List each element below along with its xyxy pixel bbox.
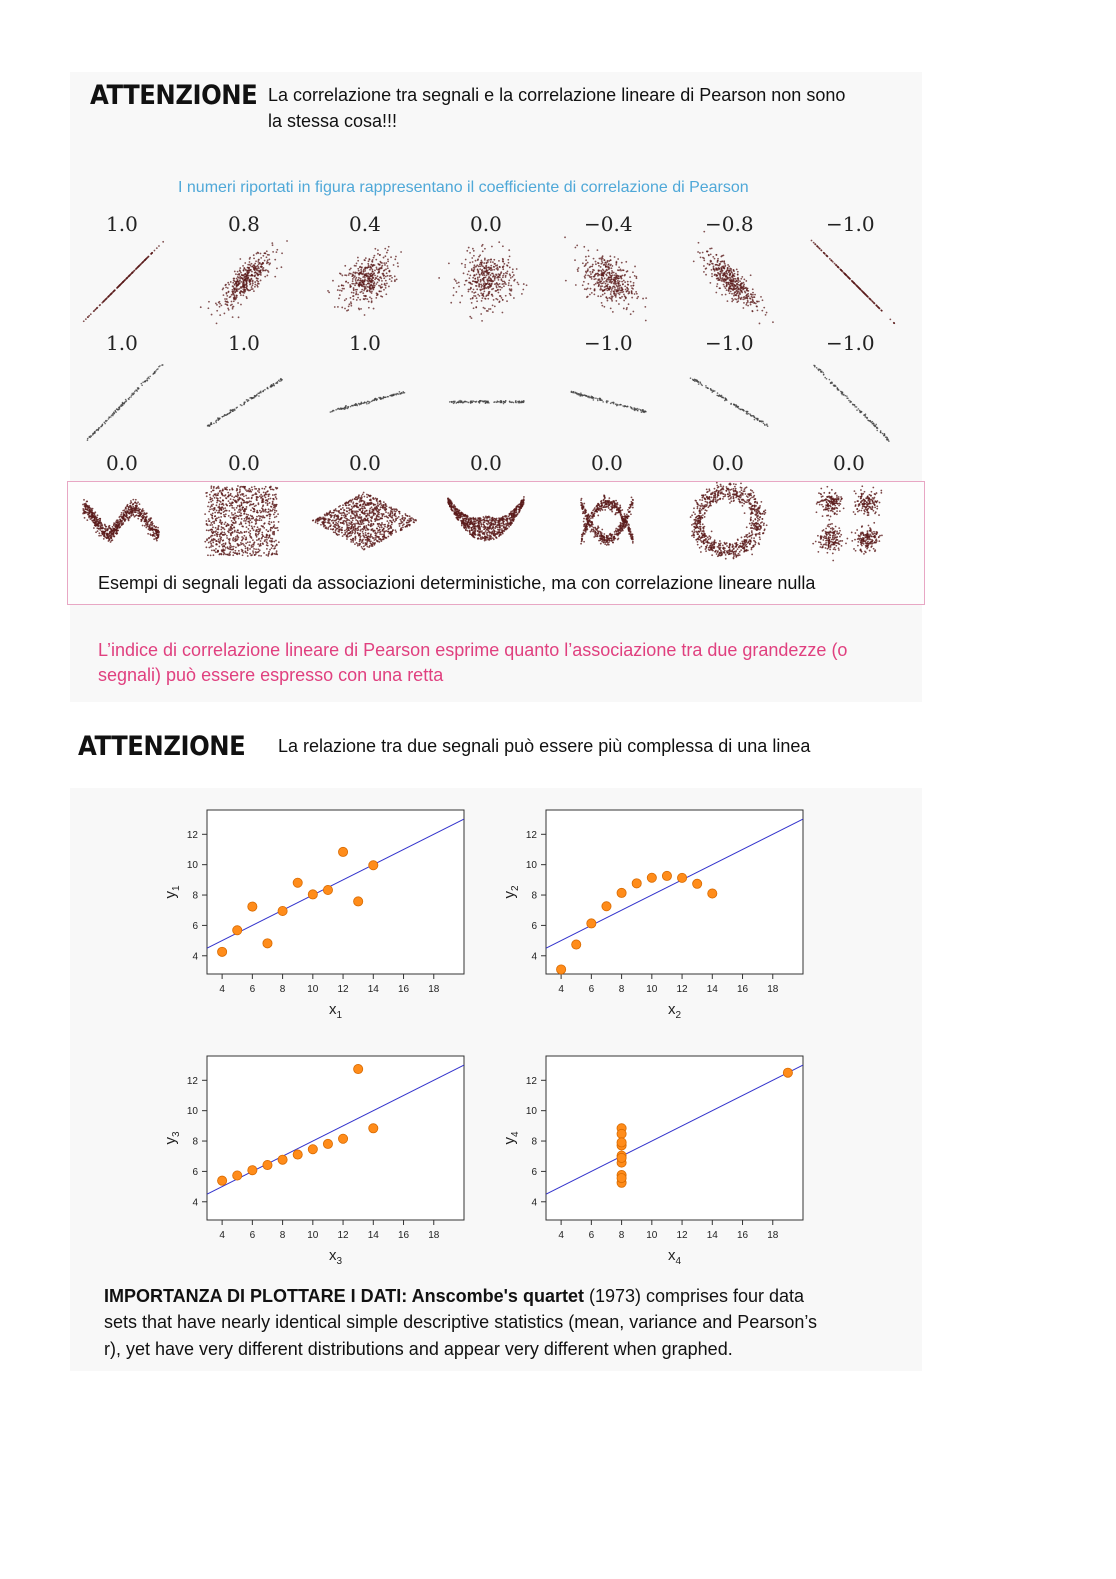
section1-intro-line1: La correlazione tra segnali e la correlazione lineare di Pearson non sono (268, 85, 846, 105)
y-tick-label: 12 (186, 829, 198, 841)
y-tick-label: 4 (531, 1197, 537, 1209)
section2-heading: ATTENZIONE (78, 731, 246, 762)
data-point (783, 1068, 792, 1077)
data-point (263, 1160, 272, 1169)
y-tick-label: 6 (192, 920, 198, 932)
plot-frame (207, 1056, 464, 1220)
x-tick-label: 10 (646, 984, 658, 995)
row2-value: −1.0 (826, 331, 875, 355)
row1-value: 1.0 (106, 212, 138, 236)
box-caption: Esempi di segnali legati da associazioni deterministiche, ma con correlazione lineare nulla (98, 573, 816, 593)
x-axis-label: $x_3$ (328, 1247, 343, 1267)
data-point (278, 1155, 287, 1164)
x-tick-label: 14 (706, 1230, 718, 1241)
x-tick-label: 10 (646, 1230, 658, 1241)
y-tick-label: 4 (192, 1197, 198, 1209)
data-point (662, 871, 671, 880)
y-tick-label: 6 (531, 920, 537, 932)
x-tick-label: 10 (307, 984, 319, 995)
x-tick-label: 18 (428, 1230, 440, 1241)
closing-bold: IMPORTANZA DI PLOTTARE I DATI: Anscombe's quartet (104, 1286, 584, 1306)
data-point (369, 1124, 378, 1133)
x-axis-label: $x_1$ (328, 1001, 343, 1021)
x-tick-label: 8 (618, 984, 625, 995)
figure-caption: I numeri riportati in figura rappresentano il coefficiente di correlazione di Pearson (178, 179, 749, 196)
y-axis-label: $y_2$ (501, 885, 521, 899)
data-point (693, 879, 702, 888)
row3-value: 0.0 (228, 451, 260, 475)
x-tick-label: 16 (736, 1230, 749, 1241)
section2-intro: La relazione tra due segnali può essere più complessa di una linea (278, 736, 811, 756)
y-tick-label: 10 (525, 1106, 537, 1118)
data-point (248, 902, 257, 911)
x-tick-label: 14 (706, 984, 718, 995)
anscombe-plot-2 (501, 810, 803, 1021)
plot-frame (207, 810, 464, 974)
data-point (647, 873, 656, 882)
x-tick-label: 12 (337, 984, 349, 995)
y-tick-label: 10 (186, 860, 198, 872)
data-point (602, 902, 611, 911)
row1-value: 0.0 (470, 212, 502, 236)
data-point (354, 897, 363, 906)
closing-line3: r), yet have very different distributions and appear very different when graphed. (104, 1339, 733, 1359)
row1-value: 0.8 (228, 212, 260, 236)
data-point (218, 947, 227, 956)
x-tick-label: 14 (367, 984, 379, 995)
x-tick-label: 8 (279, 1230, 286, 1241)
data-point (354, 1064, 363, 1073)
x-tick-label: 12 (676, 1230, 688, 1241)
data-point (708, 889, 717, 898)
y-tick-label: 12 (525, 1075, 537, 1087)
section1-intro-line2: la stessa cosa!!! (268, 111, 398, 131)
x-tick-label: 6 (249, 1230, 256, 1241)
y-tick-label: 10 (525, 860, 537, 872)
data-point (338, 847, 347, 856)
y-tick-label: 6 (192, 1166, 198, 1178)
data-point (338, 1134, 347, 1143)
x-tick-label: 4 (219, 984, 225, 995)
row2-value: 1.0 (106, 331, 138, 355)
data-point (323, 885, 332, 894)
row1-value: −0.4 (584, 212, 633, 236)
pearson-note-line2: segnali) può essere espresso con una retta (98, 665, 444, 685)
x-axis-label: $x_2$ (667, 1001, 682, 1021)
data-point (293, 878, 302, 887)
x-tick-label: 6 (588, 1230, 595, 1241)
plot-frame (546, 1056, 803, 1220)
y-tick-label: 8 (192, 1136, 198, 1148)
x-tick-label: 4 (558, 1230, 564, 1241)
x-tick-label: 18 (767, 1230, 779, 1241)
data-point (308, 1145, 317, 1154)
data-point (263, 939, 272, 948)
row3-value: 0.0 (106, 451, 138, 475)
x-tick-label: 6 (588, 984, 595, 995)
data-point (308, 890, 317, 899)
data-point (233, 926, 242, 935)
data-point (617, 1173, 626, 1182)
x-tick-label: 8 (279, 984, 286, 995)
y-axis-label: $y_1$ (162, 885, 182, 899)
closing-line1 (104, 1283, 804, 1309)
x-axis-label: $x_4$ (667, 1247, 682, 1267)
data-point (278, 906, 287, 915)
row1-value: 0.4 (349, 212, 381, 236)
data-point (248, 1166, 257, 1175)
closing-line2: sets that have nearly identical simple descriptive statistics (mean, variance and Pearson’s (104, 1312, 818, 1332)
data-point (293, 1150, 302, 1159)
row3-value: 0.0 (349, 451, 381, 475)
data-point (323, 1139, 332, 1148)
x-tick-label: 16 (397, 984, 410, 995)
row1-value: −1.0 (826, 212, 875, 236)
x-tick-label: 12 (676, 984, 688, 995)
row2-value: −1.0 (584, 331, 633, 355)
x-tick-label: 12 (337, 1230, 349, 1241)
y-axis-label: $y_4$ (501, 1131, 521, 1145)
y-tick-label: 4 (192, 951, 198, 963)
row1-value: −0.8 (705, 212, 754, 236)
y-tick-label: 12 (186, 1075, 198, 1087)
y-tick-label: 8 (531, 1136, 537, 1148)
row3-value: 0.0 (833, 451, 865, 475)
x-tick-label: 14 (367, 1230, 379, 1241)
data-point (233, 1171, 242, 1180)
x-tick-label: 8 (618, 1230, 625, 1241)
row3-value: 0.0 (591, 451, 623, 475)
section1-heading: ATTENZIONE (90, 80, 258, 111)
x-tick-label: 16 (397, 1230, 410, 1241)
anscombe-plot-1 (162, 810, 464, 1021)
x-tick-label: 4 (558, 984, 564, 995)
row2-value: 1.0 (349, 331, 381, 355)
y-tick-label: 6 (531, 1166, 537, 1178)
data-point (587, 919, 596, 928)
x-tick-label: 4 (219, 1230, 225, 1241)
y-tick-label: 8 (192, 890, 198, 902)
row3-value: 0.0 (470, 451, 502, 475)
data-point (617, 888, 626, 897)
x-tick-label: 18 (428, 984, 440, 995)
data-point (617, 1138, 626, 1147)
x-tick-label: 6 (249, 984, 256, 995)
pearson-note-line1: L’indice di correlazione lineare di Pearson esprime quanto l’associazione tra due grandezze (o (98, 640, 848, 660)
anscombe-plot-4 (501, 1056, 803, 1267)
y-tick-label: 8 (531, 890, 537, 902)
row2-value: −1.0 (705, 331, 754, 355)
data-point (572, 940, 581, 949)
anscombe-plot-3 (162, 1056, 464, 1267)
data-point (677, 873, 686, 882)
data-point (632, 879, 641, 888)
data-point (617, 1129, 626, 1138)
plot-frame (546, 810, 803, 974)
data-point (218, 1176, 227, 1185)
y-axis-label: $y_3$ (162, 1131, 182, 1145)
data-point (369, 861, 378, 870)
y-tick-label: 10 (186, 1106, 198, 1118)
data-point (557, 965, 566, 974)
y-tick-label: 4 (531, 951, 537, 963)
row3-value: 0.0 (712, 451, 744, 475)
closing-line1-rest: (1973) comprises four data (583, 1286, 805, 1306)
y-tick-label: 12 (525, 829, 537, 841)
x-tick-label: 10 (307, 1230, 319, 1241)
x-tick-label: 16 (736, 984, 749, 995)
x-tick-label: 18 (767, 984, 779, 995)
data-point (617, 1153, 626, 1162)
row2-value: 1.0 (228, 331, 260, 355)
